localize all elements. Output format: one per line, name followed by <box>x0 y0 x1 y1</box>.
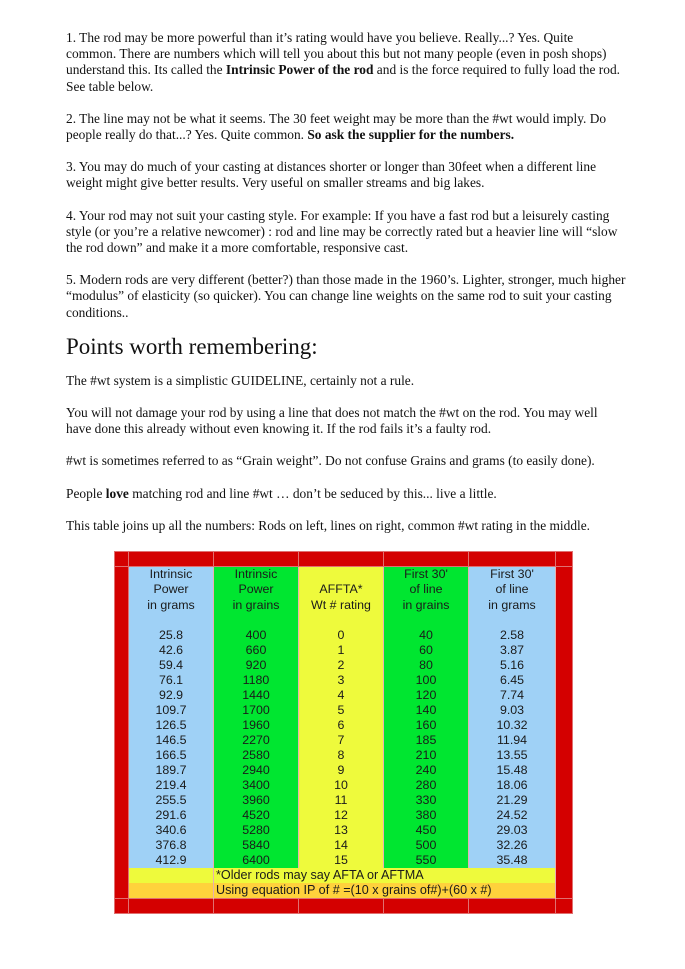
header-line-30ft-grams: First 30' <box>469 567 556 583</box>
cell-intrinsic-power-grains: 920 <box>214 658 299 673</box>
intrinsic-power-emphasis: Intrinsic Power of the rod <box>225 62 374 78</box>
document-body <box>66 30 626 534</box>
footnote-older-rods-row <box>115 868 573 883</box>
cell-line-30ft-grams: 5.16 <box>469 658 556 673</box>
red-border-cell <box>556 613 573 628</box>
red-border-cell <box>299 898 384 913</box>
table-row <box>115 778 573 793</box>
red-border-cell <box>556 748 573 763</box>
point-matching <box>66 486 626 502</box>
table-row <box>115 628 573 643</box>
red-border-cell <box>214 552 299 567</box>
paragraph-1-text-end: and is the force required to fully load the rod. See table below. <box>66 62 620 94</box>
cell-intrinsic-power-grams: 25.8 <box>129 628 214 643</box>
red-border-cell <box>115 823 129 838</box>
red-border-cell <box>299 552 384 567</box>
red-border-cell <box>556 823 573 838</box>
point-matching-text: People <box>66 485 106 501</box>
ask-supplier-emphasis: So ask the supplier for the numbers. <box>307 127 515 143</box>
cell-intrinsic-power-grains: 1700 <box>214 703 299 718</box>
header-affta-wt-rating <box>299 567 384 583</box>
header-intrinsic-power-grams: in grams <box>129 598 214 613</box>
cell-intrinsic-power-grains: 5840 <box>214 838 299 853</box>
cell-line-30ft-grams: 13.55 <box>469 748 556 763</box>
red-border-cell <box>115 718 129 733</box>
cell-affta-wt-rating: 13 <box>299 823 384 838</box>
cell-line-30ft-grams: 29.03 <box>469 823 556 838</box>
cell-intrinsic-power-grams: 291.6 <box>129 808 214 823</box>
cell-intrinsic-power-grains: 1440 <box>214 688 299 703</box>
cell-line-30ft-grains: 100 <box>384 673 469 688</box>
cell-affta-wt-rating: 9 <box>299 763 384 778</box>
header-intrinsic-power-grains: Power <box>214 582 299 597</box>
red-border-cell <box>556 703 573 718</box>
red-border-cell <box>556 778 573 793</box>
spacer-cell <box>129 613 214 628</box>
cell-intrinsic-power-grains: 4520 <box>214 808 299 823</box>
table-bottom-border-row <box>115 898 573 913</box>
cell-intrinsic-power-grams: 42.6 <box>129 643 214 658</box>
header-intrinsic-power-grams: Power <box>129 582 214 597</box>
red-border-cell <box>556 673 573 688</box>
red-border-cell <box>115 838 129 853</box>
cell-line-30ft-grains: 280 <box>384 778 469 793</box>
cell-intrinsic-power-grams: 59.4 <box>129 658 214 673</box>
cell-intrinsic-power-grams: 219.4 <box>129 778 214 793</box>
cell-intrinsic-power-grams: 166.5 <box>129 748 214 763</box>
red-border-cell <box>115 582 129 597</box>
point-no-damage: You will not damage your rod by using a line that does not match the #wt on the rod. You may well have done this already without even knowing it. If the rod fails it’s a faulty rod. <box>66 405 598 437</box>
header-affta-wt-rating: AFFTA* <box>299 582 384 597</box>
love-emphasis: love <box>105 485 129 501</box>
red-border-cell <box>384 552 469 567</box>
cell-intrinsic-power-grams: 255.5 <box>129 793 214 808</box>
spacer-cell <box>299 613 384 628</box>
red-border-cell <box>115 808 129 823</box>
cell-line-30ft-grams: 18.06 <box>469 778 556 793</box>
cell-line-30ft-grains: 380 <box>384 808 469 823</box>
cell-affta-wt-rating: 4 <box>299 688 384 703</box>
table-row <box>115 823 573 838</box>
cell-affta-wt-rating: 5 <box>299 703 384 718</box>
cell-line-30ft-grains: 120 <box>384 688 469 703</box>
cell-intrinsic-power-grains: 3400 <box>214 778 299 793</box>
paragraph-2 <box>66 111 626 143</box>
section-title: Points worth remembering: <box>66 333 318 359</box>
cell-affta-wt-rating: 2 <box>299 658 384 673</box>
red-border-cell <box>556 582 573 597</box>
cell-affta-wt-rating: 14 <box>299 838 384 853</box>
cell-intrinsic-power-grams: 412.9 <box>129 853 214 868</box>
red-border-cell <box>115 868 129 883</box>
cell-line-30ft-grains: 500 <box>384 838 469 853</box>
cell-affta-wt-rating: 15 <box>299 853 384 868</box>
red-border-cell <box>214 898 299 913</box>
paragraph-1-text: 1. The rod may be more powerful than it’s rating would have you believe. Really...? Yes. Quite common. There are numbers which will tell you about this but not many people (even in posh shops) understand this. Its called the <box>66 30 607 78</box>
cell-intrinsic-power-grams: 92.9 <box>129 688 214 703</box>
cell-intrinsic-power-grains: 6400 <box>214 853 299 868</box>
red-border-cell <box>556 898 573 913</box>
red-border-cell <box>115 703 129 718</box>
cell-line-30ft-grams: 2.58 <box>469 628 556 643</box>
header-intrinsic-power-grains: Intrinsic <box>214 567 299 583</box>
red-border-cell <box>115 853 129 868</box>
cell-affta-wt-rating: 3 <box>299 673 384 688</box>
red-border-cell <box>115 898 129 913</box>
table-row <box>115 643 573 658</box>
header-line-30ft-grains: in grains <box>384 598 469 613</box>
red-border-cell <box>556 793 573 808</box>
red-border-cell <box>115 643 129 658</box>
spacer-cell <box>214 613 299 628</box>
cell-intrinsic-power-grams: 189.7 <box>129 763 214 778</box>
red-border-cell <box>115 688 129 703</box>
spacer-cell <box>469 613 556 628</box>
red-border-cell <box>556 733 573 748</box>
cell-line-30ft-grains: 80 <box>384 658 469 673</box>
header-intrinsic-power-grams: Intrinsic <box>129 567 214 583</box>
cell-line-30ft-grams: 10.32 <box>469 718 556 733</box>
cell-line-30ft-grams: 11.94 <box>469 733 556 748</box>
table-row <box>115 658 573 673</box>
red-border-cell <box>384 898 469 913</box>
cell-intrinsic-power-grams: 146.5 <box>129 733 214 748</box>
table-top-border-row <box>115 552 573 567</box>
table-row <box>115 763 573 778</box>
cell-intrinsic-power-grains: 2940 <box>214 763 299 778</box>
spacer-row <box>115 613 573 628</box>
cell-line-30ft-grains: 60 <box>384 643 469 658</box>
table-row <box>115 748 573 763</box>
red-border-cell <box>115 613 129 628</box>
red-border-cell <box>115 733 129 748</box>
header-line-30ft-grains: of line <box>384 582 469 597</box>
note-blank-cell <box>129 868 214 883</box>
red-border-cell <box>556 853 573 868</box>
footnote-equation: Using equation IP of # =(10 x grains of#)+(60 x #) <box>214 883 556 899</box>
table-row <box>115 733 573 748</box>
cell-affta-wt-rating: 12 <box>299 808 384 823</box>
red-border-cell <box>556 658 573 673</box>
cell-affta-wt-rating: 0 <box>299 628 384 643</box>
red-border-cell <box>115 748 129 763</box>
header-affta-wt-rating: Wt # rating <box>299 598 384 613</box>
table-row <box>115 703 573 718</box>
cell-line-30ft-grains: 550 <box>384 853 469 868</box>
cell-intrinsic-power-grains: 660 <box>214 643 299 658</box>
point-grain-weight: #wt is sometimes referred to as “Grain weight”. Do not confuse Grains and grams (to easily done). <box>66 453 595 469</box>
cell-line-30ft-grains: 185 <box>384 733 469 748</box>
red-border-cell <box>556 643 573 658</box>
cell-intrinsic-power-grains: 1180 <box>214 673 299 688</box>
cell-line-30ft-grains: 210 <box>384 748 469 763</box>
cell-line-30ft-grams: 32.26 <box>469 838 556 853</box>
cell-affta-wt-rating: 7 <box>299 733 384 748</box>
header-line-30ft-grams: in grams <box>469 598 556 613</box>
note-blank-cell <box>129 883 214 899</box>
cell-line-30ft-grams: 7.74 <box>469 688 556 703</box>
spacer-cell <box>384 613 469 628</box>
paragraph-2-text: 2. The line may not be what it seems. The 30 feet weight may be more than the #wt would imply. Do people really do that...? Yes. Quite common. <box>66 110 607 143</box>
table-row <box>115 673 573 688</box>
point-table-intro: This table joins up all the numbers: Rods on left, lines on right, common #wt rating in the middle. <box>66 517 591 533</box>
header-intrinsic-power-grains: in grains <box>214 598 299 613</box>
red-border-cell <box>556 763 573 778</box>
cell-intrinsic-power-grains: 400 <box>214 628 299 643</box>
red-border-cell <box>469 552 556 567</box>
red-border-cell <box>556 718 573 733</box>
paragraph-4: 4. Your rod may not suit your casting style. For example: If you have a fast rod but a leisurely casting style (or you’re a relative newcomer) : rod and line may be correctly rated but a heavier line will “slow the rod down” and make it a more comfortable, responsive cast. <box>66 207 618 256</box>
cell-intrinsic-power-grains: 5280 <box>214 823 299 838</box>
red-border-cell <box>115 567 129 583</box>
cell-intrinsic-power-grains: 2580 <box>214 748 299 763</box>
table-row <box>115 688 573 703</box>
header-line-30ft-grains: First 30' <box>384 567 469 583</box>
cell-line-30ft-grams: 9.03 <box>469 703 556 718</box>
cell-affta-wt-rating: 6 <box>299 718 384 733</box>
cell-line-30ft-grains: 240 <box>384 763 469 778</box>
table-row <box>115 793 573 808</box>
cell-line-30ft-grams: 3.87 <box>469 643 556 658</box>
paragraph-1 <box>66 30 626 95</box>
cell-line-30ft-grams: 21.29 <box>469 793 556 808</box>
red-border-cell <box>115 628 129 643</box>
cell-affta-wt-rating: 11 <box>299 793 384 808</box>
header-line-30ft-grams: of line <box>469 582 556 597</box>
red-border-cell <box>129 552 214 567</box>
cell-affta-wt-rating: 10 <box>299 778 384 793</box>
cell-line-30ft-grams: 35.48 <box>469 853 556 868</box>
red-border-cell <box>556 883 573 899</box>
cell-intrinsic-power-grams: 109.7 <box>129 703 214 718</box>
red-border-cell <box>115 778 129 793</box>
rod-line-weight-table <box>114 551 573 914</box>
header-row <box>115 582 573 597</box>
red-border-cell <box>556 552 573 567</box>
cell-line-30ft-grains: 160 <box>384 718 469 733</box>
cell-line-30ft-grains: 330 <box>384 793 469 808</box>
paragraph-3: 3. You may do much of your casting at distances shorter or longer than 30feet when a different line weight might give better results. Very useful on smaller streams and big lakes. <box>66 159 597 191</box>
cell-intrinsic-power-grams: 340.6 <box>129 823 214 838</box>
point-guideline: The #wt system is a simplistic GUIDELINE, certainly not a rule. <box>66 372 415 388</box>
point-matching-text-end: matching rod and line #wt … don’t be seduced by this... live a little. <box>128 485 497 501</box>
header-row <box>115 567 573 583</box>
table-row <box>115 838 573 853</box>
red-border-cell <box>115 658 129 673</box>
cell-line-30ft-grams: 15.48 <box>469 763 556 778</box>
table-row <box>115 853 573 868</box>
cell-intrinsic-power-grams: 126.5 <box>129 718 214 733</box>
red-border-cell <box>556 567 573 583</box>
footnote-older-rods: *Older rods may say AFTA or AFTMA <box>214 868 556 883</box>
table-row <box>115 808 573 823</box>
red-border-cell <box>469 898 556 913</box>
red-border-cell <box>556 838 573 853</box>
red-border-cell <box>556 868 573 883</box>
footnote-equation-row <box>115 883 573 899</box>
cell-intrinsic-power-grams: 76.1 <box>129 673 214 688</box>
red-border-cell <box>556 628 573 643</box>
table-row <box>115 718 573 733</box>
paragraph-5: 5. Modern rods are very different (better?) than those made in the 1960’s. Lighter, stronger, much higher “modulus” of elasticity (so quicker). You can change line weights on the same rod to suit your casting conditions.. <box>66 272 626 320</box>
cell-line-30ft-grams: 24.52 <box>469 808 556 823</box>
cell-line-30ft-grains: 40 <box>384 628 469 643</box>
cell-intrinsic-power-grains: 3960 <box>214 793 299 808</box>
red-border-cell <box>556 598 573 613</box>
cell-line-30ft-grains: 450 <box>384 823 469 838</box>
red-border-cell <box>115 793 129 808</box>
cell-line-30ft-grains: 140 <box>384 703 469 718</box>
header-row <box>115 598 573 613</box>
red-border-cell <box>129 898 214 913</box>
red-border-cell <box>556 808 573 823</box>
cell-affta-wt-rating: 1 <box>299 643 384 658</box>
red-border-cell <box>115 598 129 613</box>
red-border-cell <box>115 552 129 567</box>
red-border-cell <box>115 883 129 899</box>
cell-affta-wt-rating: 8 <box>299 748 384 763</box>
red-border-cell <box>115 673 129 688</box>
red-border-cell <box>115 763 129 778</box>
cell-line-30ft-grams: 6.45 <box>469 673 556 688</box>
cell-intrinsic-power-grains: 2270 <box>214 733 299 748</box>
cell-intrinsic-power-grains: 1960 <box>214 718 299 733</box>
red-border-cell <box>556 688 573 703</box>
cell-intrinsic-power-grams: 376.8 <box>129 838 214 853</box>
